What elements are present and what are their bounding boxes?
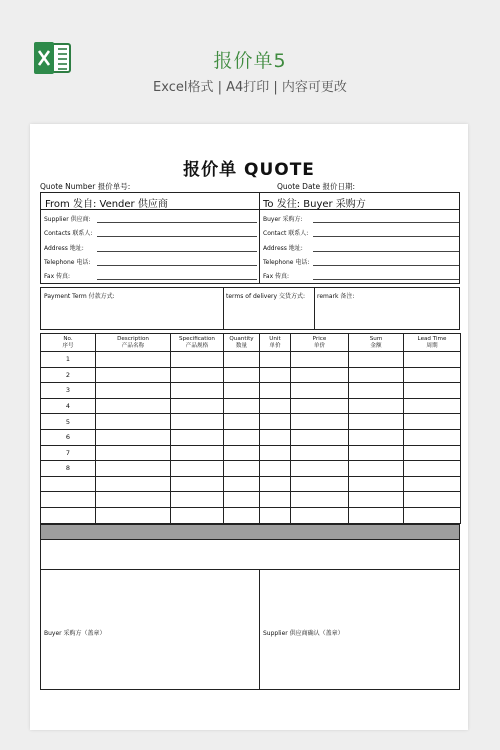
supplier-field[interactable]	[97, 222, 257, 223]
total-band	[40, 524, 460, 540]
contact-field[interactable]	[313, 236, 459, 237]
to-telephone-label: Telephone 电话:	[263, 259, 310, 266]
to-fax-field[interactable]	[313, 279, 459, 280]
row-number	[41, 507, 96, 523]
column-header: Lead Time 周期	[404, 334, 461, 352]
to-telephone-field[interactable]	[313, 265, 459, 266]
document-title: 报价单 QUOTE	[183, 160, 315, 180]
column-header: Price 单价	[291, 334, 349, 352]
payment-term-label: Payment Term 付款方式:	[44, 293, 115, 300]
row-number: 5	[41, 414, 96, 430]
telephone-label: Telephone 电话:	[44, 259, 91, 266]
to-address-field[interactable]	[313, 251, 459, 252]
row-number: 4	[41, 398, 96, 414]
column-header: Description 产品名称	[96, 334, 171, 352]
to-heading: To 发往: Buyer 采购方	[263, 199, 366, 210]
column-header: No. 序号	[41, 334, 96, 352]
delivery-terms-label: terms of delivery 交货方式:	[226, 293, 305, 300]
contact-label: Contact 联系人:	[263, 230, 309, 237]
contacts-label: Contacts 联系人:	[44, 230, 93, 237]
from-heading: From 发自: Vender 供应商	[45, 199, 168, 210]
page-title: 报价单5	[213, 50, 287, 72]
row-number: 3	[41, 383, 96, 399]
to-address-label: Address 地址:	[263, 245, 303, 252]
fax-field[interactable]	[97, 279, 257, 280]
table-row	[41, 367, 461, 383]
row-number: 6	[41, 429, 96, 445]
table-row	[41, 492, 461, 508]
table-row	[41, 445, 461, 461]
table-row	[41, 383, 461, 399]
quote-document	[30, 124, 468, 730]
table-row	[41, 414, 461, 430]
buyer-field[interactable]	[313, 222, 459, 223]
supplier-signature-label: Supplier 供应商确认（盖章）	[263, 630, 344, 637]
table-row	[41, 476, 461, 492]
table-row	[41, 507, 461, 523]
notes-area[interactable]	[40, 539, 460, 570]
row-number: 2	[41, 367, 96, 383]
signature-block	[40, 569, 460, 690]
row-number: 8	[41, 461, 96, 477]
to-fax-label: Fax 传真:	[263, 273, 290, 280]
row-number	[41, 476, 96, 492]
table-row	[41, 398, 461, 414]
quote-date-label: Quote Date 报价日期:	[277, 182, 356, 191]
row-number: 7	[41, 445, 96, 461]
contacts-field[interactable]	[97, 236, 257, 237]
items-table	[40, 333, 461, 524]
buyer-label: Buyer 采购方:	[263, 216, 303, 223]
address-field[interactable]	[97, 251, 257, 252]
row-number: 1	[41, 352, 96, 368]
column-header: Unit 单价	[260, 334, 291, 352]
buyer-signature-label: Buyer 采购方（盖章）	[44, 630, 106, 637]
supplier-label: Supplier 供应商:	[44, 216, 91, 223]
row-number	[41, 492, 96, 508]
address-label: Address 地址:	[44, 245, 84, 252]
fax-label: Fax 传真:	[44, 273, 71, 280]
page-header	[0, 0, 500, 118]
telephone-field[interactable]	[97, 265, 257, 266]
from-to-block	[40, 192, 460, 284]
column-header: Specification 产品规格	[171, 334, 224, 352]
column-header: Sum 金额	[349, 334, 404, 352]
table-header	[41, 334, 461, 352]
quote-number-label: Quote Number 报价单号:	[40, 182, 131, 191]
column-header: Quantity 数量	[224, 334, 260, 352]
remark-label: remark 备注:	[317, 293, 355, 300]
table-row	[41, 352, 461, 368]
table-row	[41, 461, 461, 477]
terms-block	[40, 287, 460, 330]
page-subtitle: Excel格式 | A4打印 | 内容可更改	[153, 80, 347, 95]
table-row	[41, 429, 461, 445]
